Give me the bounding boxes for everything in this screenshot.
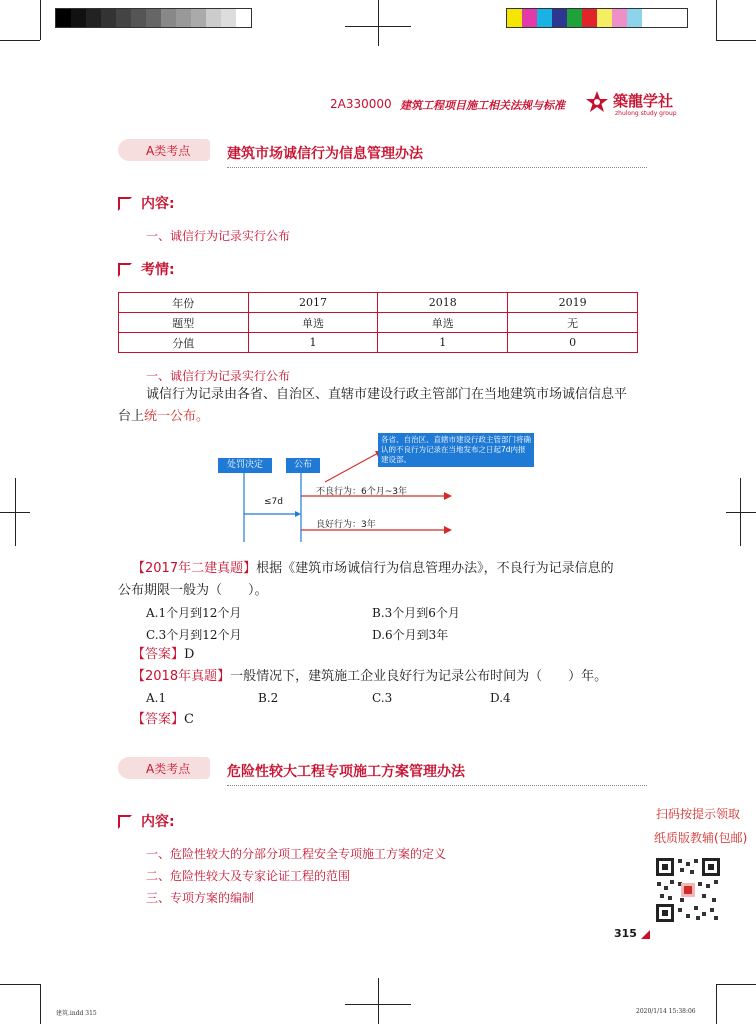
content-item: 一、诚信行为记录实行公布 bbox=[146, 229, 291, 243]
interval-label: ≤7d bbox=[264, 497, 283, 507]
crop-mark bbox=[740, 478, 741, 546]
question-2-line bbox=[132, 666, 607, 688]
option: C.3个月到12个月 bbox=[146, 628, 242, 642]
answer-value: C bbox=[184, 712, 194, 727]
answer-tag: 【答案】 bbox=[132, 712, 185, 727]
footer-timestamp: 2020/1/14 15:38:06 bbox=[636, 1008, 696, 1015]
brand-tagline: zhulong study group bbox=[615, 110, 677, 117]
content-item: 一、危险性较大的分部分项工程安全专项施工方案的定义 bbox=[146, 847, 447, 861]
crop-mark bbox=[716, 40, 756, 41]
crop-mark bbox=[716, 984, 717, 1024]
flag-icon bbox=[118, 263, 132, 277]
section-tag-label: A类考点 bbox=[146, 143, 191, 158]
table-row bbox=[119, 333, 638, 353]
option: C.3 bbox=[372, 691, 393, 705]
content-label: 内容: bbox=[141, 814, 175, 830]
section-title: 建筑市场诚信行为信息管理办法 bbox=[227, 143, 647, 168]
bad-behavior-label: 不良行为：6个月~3年 bbox=[316, 487, 407, 497]
exam-table bbox=[118, 292, 638, 353]
table-cell: 年份 bbox=[119, 293, 249, 313]
penalty-decision-box: 处罚决定 bbox=[218, 458, 272, 473]
table-cell: 0 bbox=[508, 333, 638, 353]
section-tag bbox=[118, 757, 210, 779]
question-1-line: 公布期限一般为（ ）。 bbox=[118, 583, 268, 598]
content-heading bbox=[118, 811, 175, 831]
crop-mark bbox=[716, 0, 717, 40]
option: B.3个月到6个月 bbox=[372, 606, 460, 620]
crop-mark bbox=[0, 40, 40, 41]
table-cell: 分值 bbox=[119, 333, 249, 353]
question-tag: 【2018年真题】 bbox=[132, 669, 231, 684]
paragraph-line bbox=[118, 406, 209, 428]
section-title: 危险性较大工程专项施工方案管理办法 bbox=[227, 761, 647, 786]
answer-value: D bbox=[184, 647, 195, 662]
option: D.6个月到3年 bbox=[372, 628, 449, 642]
question-tag: 【2017年二建真题】 bbox=[132, 561, 257, 576]
option: B.2 bbox=[258, 691, 279, 705]
exam-heading bbox=[118, 259, 175, 279]
exam-label: 考情: bbox=[141, 262, 175, 278]
question-text: 一般情况下，建筑施工企业良好行为记录公布时间为（ ）年。 bbox=[230, 669, 608, 684]
question-text: 根据《建筑市场诚信行为信息管理办法》，不良行为记录信息的 bbox=[256, 561, 614, 576]
table-row bbox=[119, 313, 638, 333]
content-label: 内容: bbox=[141, 196, 175, 212]
header-code: 2A330000 bbox=[330, 97, 392, 111]
table-cell: 1 bbox=[378, 333, 508, 353]
sub-heading: 一、诚信行为记录实行公布 bbox=[146, 369, 291, 383]
crop-mark bbox=[378, 978, 379, 1024]
flag-icon bbox=[118, 197, 132, 211]
crop-mark bbox=[40, 0, 41, 40]
option: D.4 bbox=[490, 691, 511, 705]
gray-calibration-bar bbox=[55, 8, 252, 28]
header-title: 建筑工程项目施工相关法规与标准 bbox=[400, 99, 565, 112]
color-calibration-bar bbox=[506, 8, 688, 28]
promo-line: 扫码按提示领取 bbox=[656, 807, 741, 821]
publish-box: 公布 bbox=[286, 458, 320, 473]
crop-mark bbox=[345, 26, 411, 27]
qr-code-icon[interactable] bbox=[654, 856, 722, 924]
brand-name: 築龍学社 bbox=[613, 92, 674, 110]
table-cell: 2019 bbox=[508, 293, 638, 313]
table-cell: 2018 bbox=[378, 293, 508, 313]
answer-line bbox=[132, 644, 194, 666]
crop-mark bbox=[345, 1004, 411, 1005]
timeline-diagram bbox=[210, 430, 550, 542]
brand-star-icon bbox=[585, 90, 609, 114]
page-number-value: 315 bbox=[614, 927, 637, 940]
section-tag-label: A类考点 bbox=[146, 761, 191, 776]
paragraph-line: 诚信行为记录由各省、自治区、直辖市建设行政主管部门在当地建筑市场诚信信息平 bbox=[146, 387, 628, 402]
table-row bbox=[119, 293, 638, 313]
option: A.1 bbox=[146, 691, 167, 705]
footer-filename: 建筑.indd 315 bbox=[56, 1010, 97, 1017]
content-item: 三、专项方案的编制 bbox=[146, 891, 255, 905]
crop-mark bbox=[0, 984, 40, 985]
promo-line: 纸质版教辅(包邮) bbox=[654, 831, 748, 845]
crop-mark bbox=[40, 984, 41, 1024]
crop-mark bbox=[15, 478, 16, 546]
note-box: 各省、自治区、直辖市建设行政主管部门将确认的不良行为记录在当地发布之日起7d内报建设部。 bbox=[378, 433, 534, 467]
answer-line bbox=[132, 709, 194, 731]
page-number bbox=[614, 927, 650, 940]
table-cell: 题型 bbox=[119, 313, 249, 333]
flag-icon bbox=[118, 815, 132, 829]
content-item: 二、危险性较大及专家论证工程的范围 bbox=[146, 869, 351, 883]
content-heading bbox=[118, 193, 175, 213]
corner-triangle-icon bbox=[641, 930, 650, 939]
crop-mark bbox=[726, 512, 756, 513]
question-1-line bbox=[132, 558, 614, 580]
good-behavior-label: 良好行为：3年 bbox=[316, 520, 376, 530]
paragraph-text: 台上 bbox=[118, 409, 145, 424]
table-cell: 2017 bbox=[248, 293, 378, 313]
highlight-text: 统一公布。 bbox=[144, 409, 210, 424]
table-cell: 单选 bbox=[378, 313, 508, 333]
answer-tag: 【答案】 bbox=[132, 647, 185, 662]
table-cell: 1 bbox=[248, 333, 378, 353]
table-cell: 单选 bbox=[248, 313, 378, 333]
crop-mark bbox=[716, 984, 756, 985]
section-tag bbox=[118, 139, 210, 161]
table-cell: 无 bbox=[508, 313, 638, 333]
crop-mark bbox=[378, 0, 379, 46]
option: A.1个月到12个月 bbox=[146, 606, 242, 620]
